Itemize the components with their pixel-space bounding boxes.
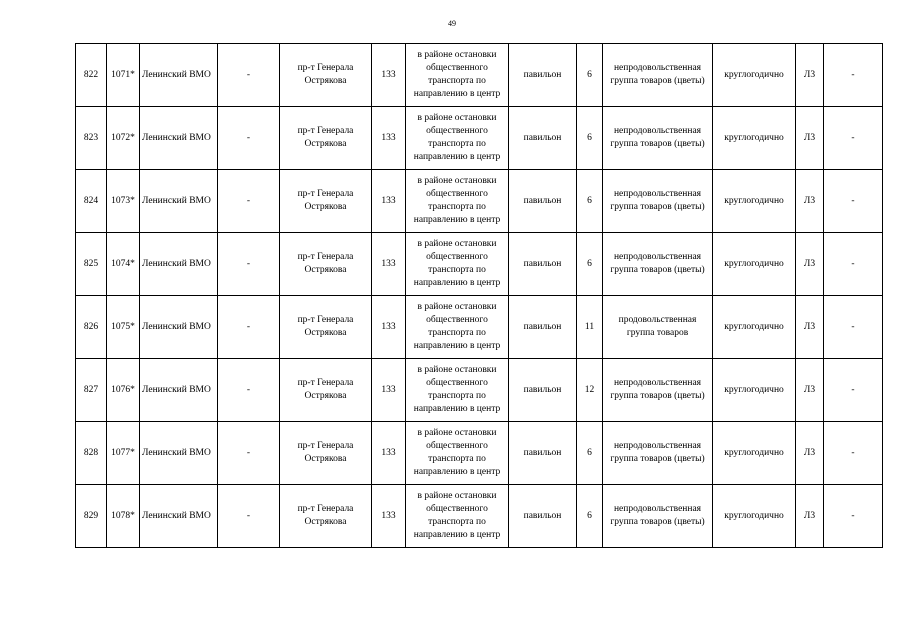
page-number: 49 <box>448 19 456 28</box>
goods-group-cell: непродовольственная группа товаров (цветы) <box>603 233 713 296</box>
column-4-cell: - <box>218 107 280 170</box>
house-number-cell: 133 <box>372 107 406 170</box>
landmark-cell: в районе остановки общественного транспорта по направлению в центр <box>406 296 509 359</box>
operation-period-cell: круглогодично <box>713 107 796 170</box>
area-cell: 6 <box>577 485 603 548</box>
code-cell: Л3 <box>796 359 824 422</box>
table-row <box>76 107 883 170</box>
street-cell: пр-т Генерала Острякова <box>280 422 372 485</box>
object-id-cell: 1078* <box>107 485 140 548</box>
object-id-cell: 1073* <box>107 170 140 233</box>
district-cell: Ленинский ВМО <box>140 107 218 170</box>
registry-table <box>75 43 883 548</box>
landmark-cell: в районе остановки общественного транспорта по направлению в центр <box>406 170 509 233</box>
table-body <box>76 44 883 548</box>
operation-period-cell: круглогодично <box>713 422 796 485</box>
goods-group-cell: непродовольственная группа товаров (цветы) <box>603 359 713 422</box>
table-row <box>76 233 883 296</box>
column-13-cell: - <box>824 422 883 485</box>
row-number-cell: 823 <box>76 107 107 170</box>
district-cell: Ленинский ВМО <box>140 296 218 359</box>
goods-group-cell: продовольственная группа товаров <box>603 296 713 359</box>
row-number-cell: 825 <box>76 233 107 296</box>
street-cell: пр-т Генерала Острякова <box>280 233 372 296</box>
landmark-cell: в районе остановки общественного транспорта по направлению в центр <box>406 422 509 485</box>
object-type-cell: павильон <box>509 296 577 359</box>
object-type-cell: павильон <box>509 485 577 548</box>
goods-group-cell: непродовольственная группа товаров (цветы) <box>603 485 713 548</box>
column-13-cell: - <box>824 233 883 296</box>
object-id-cell: 1074* <box>107 233 140 296</box>
house-number-cell: 133 <box>372 170 406 233</box>
street-cell: пр-т Генерала Острякова <box>280 170 372 233</box>
code-cell: Л3 <box>796 422 824 485</box>
row-number-cell: 826 <box>76 296 107 359</box>
area-cell: 6 <box>577 107 603 170</box>
object-type-cell: павильон <box>509 233 577 296</box>
object-type-cell: павильон <box>509 170 577 233</box>
operation-period-cell: круглогодично <box>713 44 796 107</box>
operation-period-cell: круглогодично <box>713 233 796 296</box>
object-type-cell: павильон <box>509 107 577 170</box>
table-row <box>76 296 883 359</box>
code-cell: Л3 <box>796 44 824 107</box>
goods-group-cell: непродовольственная группа товаров (цветы) <box>603 422 713 485</box>
table-row <box>76 422 883 485</box>
district-cell: Ленинский ВМО <box>140 170 218 233</box>
district-cell: Ленинский ВМО <box>140 359 218 422</box>
landmark-cell: в районе остановки общественного транспорта по направлению в центр <box>406 233 509 296</box>
street-cell: пр-т Генерала Острякова <box>280 296 372 359</box>
code-cell: Л3 <box>796 170 824 233</box>
area-cell: 6 <box>577 170 603 233</box>
district-cell: Ленинский ВМО <box>140 233 218 296</box>
column-13-cell: - <box>824 296 883 359</box>
street-cell: пр-т Генерала Острякова <box>280 107 372 170</box>
landmark-cell: в районе остановки общественного транспорта по направлению в центр <box>406 107 509 170</box>
column-13-cell: - <box>824 170 883 233</box>
table-row <box>76 170 883 233</box>
district-cell: Ленинский ВМО <box>140 422 218 485</box>
street-cell: пр-т Генерала Острякова <box>280 485 372 548</box>
area-cell: 12 <box>577 359 603 422</box>
table-row <box>76 485 883 548</box>
object-id-cell: 1077* <box>107 422 140 485</box>
object-type-cell: павильон <box>509 422 577 485</box>
house-number-cell: 133 <box>372 485 406 548</box>
object-id-cell: 1075* <box>107 296 140 359</box>
table-row <box>76 359 883 422</box>
row-number-cell: 822 <box>76 44 107 107</box>
street-cell: пр-т Генерала Острякова <box>280 359 372 422</box>
row-number-cell: 829 <box>76 485 107 548</box>
object-id-cell: 1071* <box>107 44 140 107</box>
street-cell: пр-т Генерала Острякова <box>280 44 372 107</box>
object-id-cell: 1076* <box>107 359 140 422</box>
house-number-cell: 133 <box>372 422 406 485</box>
column-4-cell: - <box>218 296 280 359</box>
object-id-cell: 1072* <box>107 107 140 170</box>
district-cell: Ленинский ВМО <box>140 44 218 107</box>
landmark-cell: в районе остановки общественного транспорта по направлению в центр <box>406 485 509 548</box>
column-13-cell: - <box>824 107 883 170</box>
district-cell: Ленинский ВМО <box>140 485 218 548</box>
column-4-cell: - <box>218 422 280 485</box>
operation-period-cell: круглогодично <box>713 296 796 359</box>
column-13-cell: - <box>824 485 883 548</box>
operation-period-cell: круглогодично <box>713 170 796 233</box>
column-4-cell: - <box>218 233 280 296</box>
code-cell: Л3 <box>796 107 824 170</box>
house-number-cell: 133 <box>372 359 406 422</box>
row-number-cell: 828 <box>76 422 107 485</box>
table-row <box>76 44 883 107</box>
object-type-cell: павильон <box>509 359 577 422</box>
house-number-cell: 133 <box>372 233 406 296</box>
house-number-cell: 133 <box>372 44 406 107</box>
goods-group-cell: непродовольственная группа товаров (цветы) <box>603 107 713 170</box>
area-cell: 6 <box>577 422 603 485</box>
column-4-cell: - <box>218 44 280 107</box>
area-cell: 6 <box>577 233 603 296</box>
operation-period-cell: круглогодично <box>713 485 796 548</box>
landmark-cell: в районе остановки общественного транспорта по направлению в центр <box>406 44 509 107</box>
column-13-cell: - <box>824 359 883 422</box>
landmark-cell: в районе остановки общественного транспорта по направлению в центр <box>406 359 509 422</box>
code-cell: Л3 <box>796 233 824 296</box>
row-number-cell: 827 <box>76 359 107 422</box>
code-cell: Л3 <box>796 485 824 548</box>
column-4-cell: - <box>218 359 280 422</box>
operation-period-cell: круглогодично <box>713 359 796 422</box>
row-number-cell: 824 <box>76 170 107 233</box>
column-13-cell: - <box>824 44 883 107</box>
column-4-cell: - <box>218 485 280 548</box>
house-number-cell: 133 <box>372 296 406 359</box>
goods-group-cell: непродовольственная группа товаров (цветы) <box>603 170 713 233</box>
column-4-cell: - <box>218 170 280 233</box>
area-cell: 6 <box>577 44 603 107</box>
goods-group-cell: непродовольственная группа товаров (цветы) <box>603 44 713 107</box>
code-cell: Л3 <box>796 296 824 359</box>
area-cell: 11 <box>577 296 603 359</box>
object-type-cell: павильон <box>509 44 577 107</box>
